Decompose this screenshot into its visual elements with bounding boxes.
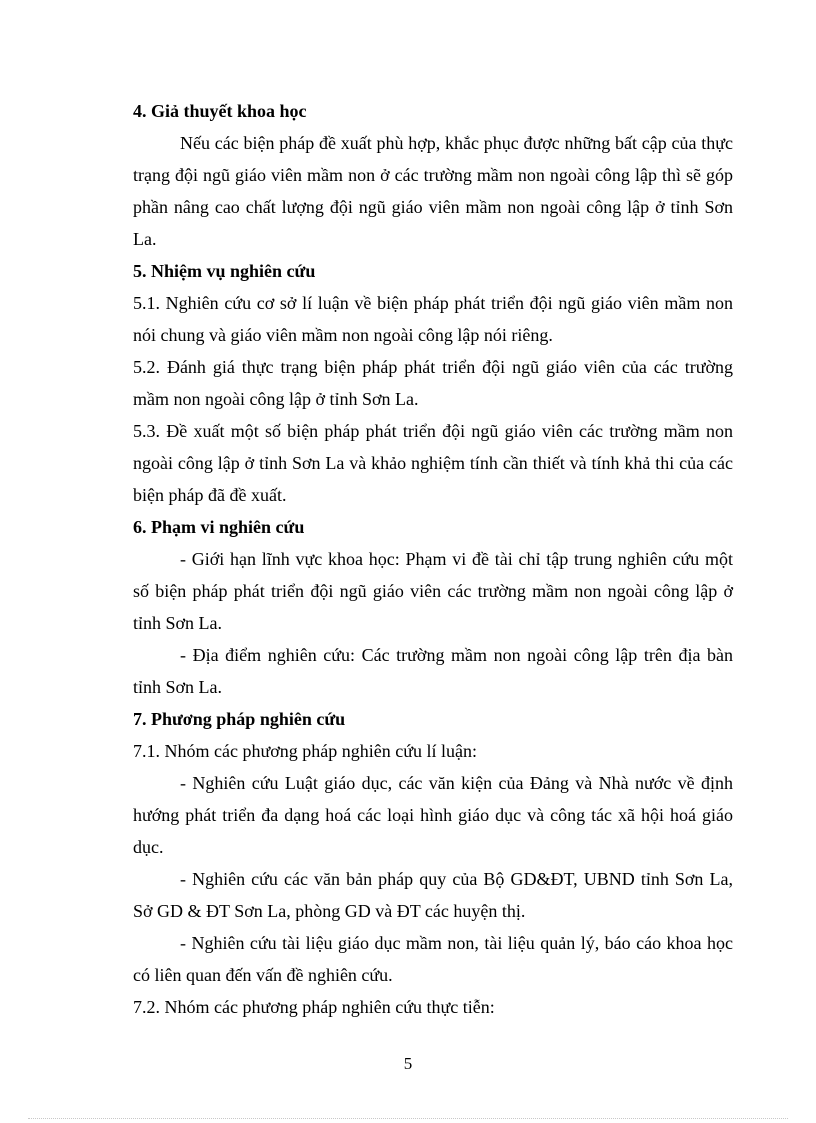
section-5-3-paragraph: 5.3. Đề xuất một số biện pháp phát triển đội ngũ giáo viên các trường mầm non ngoài công lập ở tỉnh Sơn La và khảo nghiệm tính cần thiết và tính khả thi của các biện pháp đã đề xuất. [133,421,733,505]
document-page [133,95,733,1023]
page-number: 5 [403,1054,413,1073]
section-6-scope-paragraph: - Giới hạn lĩnh vực khoa học: Phạm vi đề tài chỉ tập trung nghiên cứu một số biện pháp phát triển đội ngũ giáo viên các trường mầm non ngoài công lập ở tỉnh Sơn La. [133,549,733,633]
section-7-law-paragraph: - Nghiên cứu Luật giáo dục, các văn kiện của Đảng và Nhà nước về định hướng phát triển đa dạng hoá các loại hình giáo dục và công tác xã hội hoá giáo dục. [133,773,733,857]
section-7-regulations-paragraph: - Nghiên cứu các văn bản pháp quy của Bộ GD&ĐT, UBND tỉnh Sơn La, Sở GD & ĐT Sơn La, phòng GD và ĐT các huyện thị. [133,869,733,921]
section-5-2-paragraph: 5.2. Đánh giá thực trạng biện pháp phát triển đội ngũ giáo viên của các trường mầm non ngoài công lập ở tỉnh Sơn La. [133,357,733,409]
section-5-1-paragraph: 5.1. Nghiên cứu cơ sở lí luận về biện pháp phát triển đội ngũ giáo viên mầm non nói chung và giáo viên mầm non ngoài công lập nói riêng. [133,293,733,345]
section-7-1-paragraph: 7.1. Nhóm các phương pháp nghiên cứu lí luận: [133,741,477,761]
section-7-2-paragraph: 7.2. Nhóm các phương pháp nghiên cứu thực tiễn: [133,997,495,1017]
section-6-location-paragraph: - Địa điểm nghiên cứu: Các trường mầm non ngoài công lập trên địa bàn tỉnh Sơn La. [133,645,733,697]
section-4-paragraph: Nếu các biện pháp đề xuất phù hợp, khắc phục được những bất cập của thực trạng đội ngũ giáo viên mầm non ở các trường mầm non ngoài công lập thì sẽ góp phần nâng cao chất lượng đội ngũ giáo viên mầm non ngoài công lập ở tỉnh Sơn La. [133,133,733,249]
section-7-literature-paragraph: - Nghiên cứu tài liệu giáo dục mầm non, tài liệu quản lý, báo cáo khoa học có liên quan đến vấn đề nghiên cứu. [133,933,733,985]
page-bottom-divider [28,1118,788,1119]
section-6-heading: 6. Phạm vi nghiên cứu [133,517,305,537]
section-7-heading: 7. Phương pháp nghiên cứu [133,709,346,729]
section-5-heading: 5. Nhiệm vụ nghiên cứu [133,261,316,281]
section-4-heading: 4. Giả thuyết khoa học [133,101,307,121]
